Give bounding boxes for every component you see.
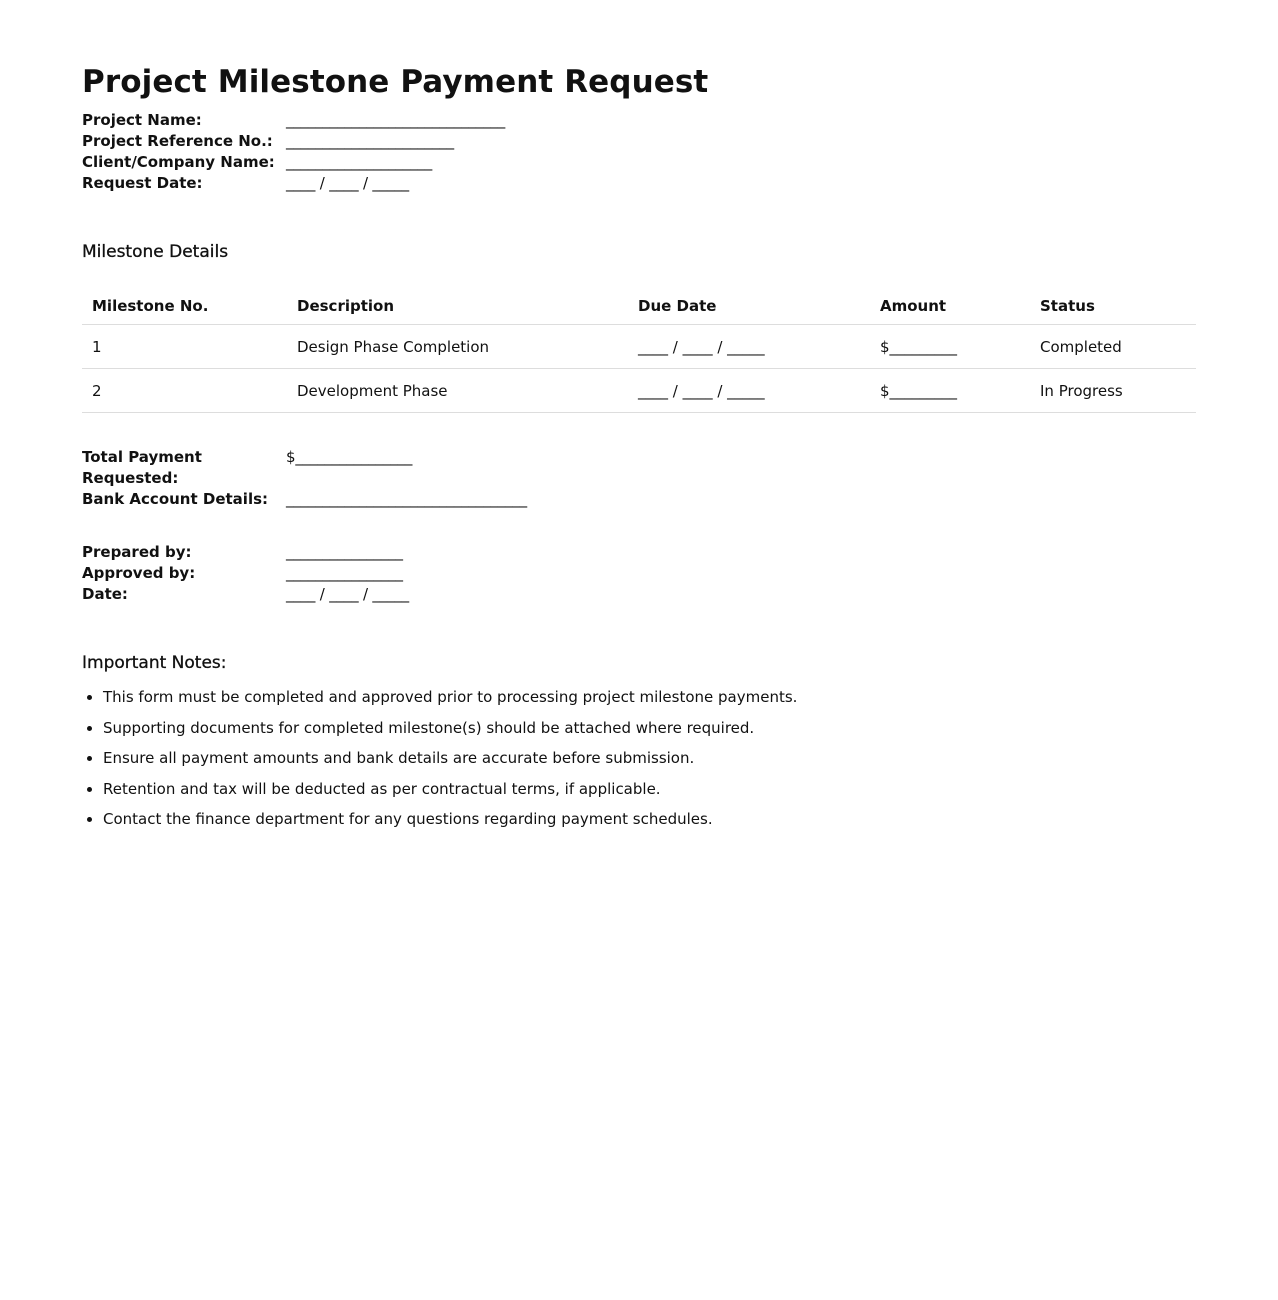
page-title: Project Milestone Payment Request xyxy=(82,64,709,100)
approved-by-label: Approved by: xyxy=(82,564,196,582)
project-name-field[interactable]: ______________________________ xyxy=(286,111,506,129)
request-date-label: Request Date: xyxy=(82,174,203,192)
milestone-no-cell: 2 xyxy=(82,369,287,413)
column-header-milestone-no: Milestone No. xyxy=(82,288,287,325)
list-item: • Ensure all payment amounts and bank details are accurate before submission. xyxy=(103,748,1196,768)
milestone-details-heading: Milestone Details xyxy=(82,242,229,262)
milestone-table xyxy=(82,288,1196,413)
column-header-amount: Amount xyxy=(870,288,1030,325)
bank-account-label: Bank Account Details: xyxy=(82,490,269,508)
total-payment-label: Total Payment Requested: xyxy=(82,448,202,487)
signoff-date-label: Date: xyxy=(82,585,128,603)
header-fields xyxy=(82,110,1196,194)
list-item: • Supporting documents for completed milestone(s) should be attached where required. xyxy=(103,718,1196,738)
total-payment-field[interactable]: $________________ xyxy=(286,448,413,466)
column-header-description: Description xyxy=(287,288,628,325)
bank-account-field[interactable]: _________________________________ xyxy=(286,490,527,508)
prepared-by-label: Prepared by: xyxy=(82,543,192,561)
prepared-by-field[interactable]: ________________ xyxy=(286,543,403,561)
project-reference-field[interactable]: _______________________ xyxy=(286,132,454,150)
column-header-status: Status xyxy=(1030,288,1196,325)
due-date-cell[interactable]: ____ / ____ / _____ xyxy=(628,325,870,369)
amount-cell[interactable]: $_________ xyxy=(870,369,1030,413)
status-cell: Completed xyxy=(1030,325,1196,369)
description-cell: Design Phase Completion xyxy=(287,325,628,369)
request-date-field[interactable]: ____ / ____ / _____ xyxy=(286,174,409,192)
table-row xyxy=(82,325,1196,369)
list-item: • Contact the finance department for any questions regarding payment schedules. xyxy=(103,809,1196,829)
column-header-due-date: Due Date xyxy=(628,288,870,325)
status-cell: In Progress xyxy=(1030,369,1196,413)
important-notes-heading: Important Notes: xyxy=(82,653,227,673)
amount-cell[interactable]: $_________ xyxy=(870,325,1030,369)
milestone-no-cell: 1 xyxy=(82,325,287,369)
totals-fields xyxy=(82,447,1196,510)
due-date-cell[interactable]: ____ / ____ / _____ xyxy=(628,369,870,413)
table-row xyxy=(82,369,1196,413)
signoff-date-field[interactable]: ____ / ____ / _____ xyxy=(286,585,409,603)
list-item: • Retention and tax will be deducted as per contractual terms, if applicable. xyxy=(103,779,1196,799)
client-company-label: Client/Company Name: xyxy=(82,153,275,171)
project-reference-label: Project Reference No.: xyxy=(82,132,273,150)
client-company-field[interactable]: ____________________ xyxy=(286,153,433,171)
approved-by-field[interactable]: ________________ xyxy=(286,564,403,582)
signoff-fields xyxy=(82,542,1196,605)
important-notes-list xyxy=(82,687,1196,829)
list-item: • This form must be completed and approved prior to processing project milestone payments. xyxy=(103,687,1196,707)
description-cell: Development Phase xyxy=(287,369,628,413)
table-header-row xyxy=(82,288,1196,325)
project-name-label: Project Name: xyxy=(82,111,202,129)
